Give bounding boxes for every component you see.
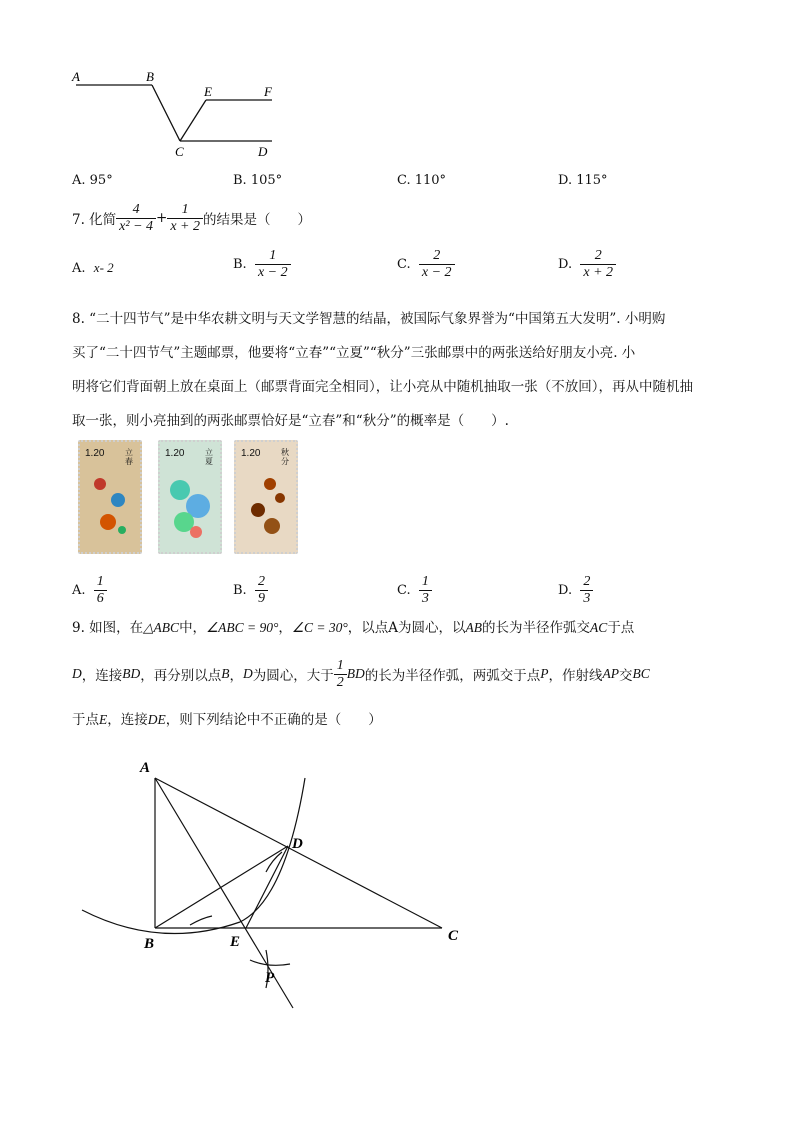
q9-stem-line2: D ，连接 BD ，再分别以点 B ， D 为圆心，大于 $\frac{1}{2}$ BD 的长为半径作弧，两弧交于点 P ，作射线 AP 交 BC [72, 657, 650, 690]
q8-choice-c[interactable]: C. $\frac{1}{3}$ [397, 574, 432, 607]
label-p: P [265, 970, 275, 986]
q8-choice-a[interactable]: A. $\frac{1}{6}$ [72, 574, 107, 607]
label-b: B [144, 936, 155, 952]
q8-choice-b[interactable]: B. $\frac{2}{9}$ [233, 574, 268, 607]
q6-choice-b[interactable]: B. 105° [233, 173, 283, 188]
label-d: D [258, 144, 268, 159]
q7-fraction-2: $\frac{1}{x + 2}$ [167, 202, 203, 235]
label-e: E [230, 934, 241, 950]
q9-stem-line1: 9. 如图，在△ABC中，∠ABC = 90°，∠C = 30°，以点A为圆心，以AB的长为半径作弧交AC于点 [72, 620, 635, 636]
angle-figure [60, 62, 300, 162]
q8-stem: 8. “二十四节气”是中华农耕文明与天文学智慧的结晶，被国际气象界誉为“中国第五大发明”. 小明购 买了“二十四节气”主题邮票，他要将“立春”“立夏”“秋分”三张邮票中的两张送给好朋友小亮. 小 明将它们背面朝上放在桌面上（邮票背面完全相同），让小亮从中随机抽取一张（不放回），再从中随机抽 取一张，则小亮抽到的两张邮票恰好是“立春”和“秋分”的概率是（ ）. [72, 311, 693, 429]
label-f: F [264, 84, 272, 99]
q6-choice-c[interactable]: C. 110° [397, 173, 447, 188]
q7-choice-d[interactable]: D. $\frac{2}{x + 2}$ [558, 248, 616, 281]
q6-choice-a[interactable]: A. 95° [72, 173, 113, 188]
label-c: C [448, 928, 459, 944]
q8-choice-d[interactable]: D. $\frac{2}{3}$ [558, 574, 593, 607]
q7-fraction-1: $\frac{4}{\text{x² − 4}}$ [116, 202, 156, 235]
stamp-lichun: 1.20 立春 [78, 440, 142, 554]
q7-choice-a[interactable]: A. x- 2 [72, 260, 114, 276]
label-b: B [146, 69, 154, 84]
triangle-construction-figure [70, 750, 490, 1020]
stamp-qiufen: 1.20 秋分 [234, 440, 298, 554]
q9-stem-line3: 于点E，连接DE，则下列结论中不正确的是（ ） [72, 712, 382, 728]
label-a: A [140, 760, 151, 776]
label-d: D [292, 836, 303, 852]
q7-stem: 7. 化简 $\frac{4}{\text{x² − 4}}$ + $\frac{1}{x + 2}$ 的结果是（ ） [72, 201, 312, 234]
label-c: C [175, 144, 184, 159]
label-a: A [72, 69, 80, 84]
q6-choice-d[interactable]: D. 115° [558, 173, 608, 188]
label-e: E [204, 84, 212, 99]
stamp-lixia: 1.20 立夏 [158, 440, 222, 554]
q7-choice-c[interactable]: C. $\frac{2}{x - 2}$ [397, 248, 455, 281]
q7-choice-b[interactable]: B. $\frac{1}{x - 2}$ [233, 248, 291, 281]
